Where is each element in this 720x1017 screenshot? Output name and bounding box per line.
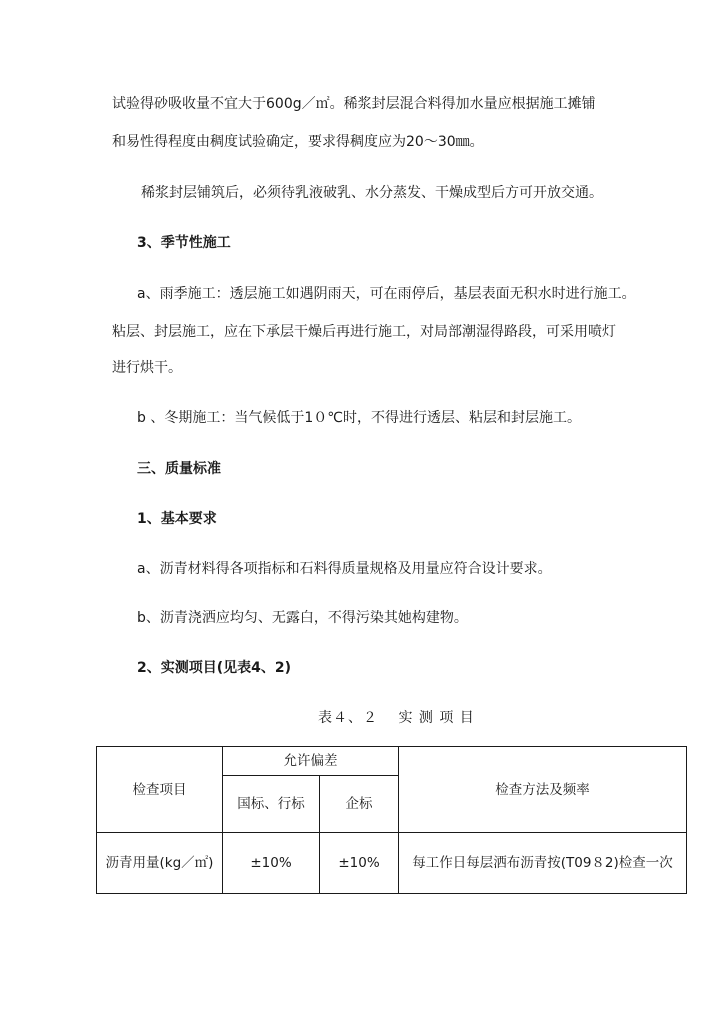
header-tolerance: 允许偏差 — [223, 747, 399, 776]
table-caption: 表４、２ 实 测 项 目 — [318, 710, 475, 726]
cell-method: 每工作日每层洒布沥青按(T09８2)检查一次 — [399, 833, 687, 894]
cell-national: ±10% — [223, 833, 320, 894]
paragraph-line: 粘层、封层施工，应在下承层干燥后再进行施工，对局部潮湿得路段，可采用喷灯 — [112, 324, 616, 340]
paragraph-line: b 、冬期施工：当气候低于1０℃时，不得进行透层、粘层和封层施工。 — [137, 410, 581, 426]
section-heading: 3、季节性施工 — [137, 235, 231, 251]
paragraph-line: b、沥青浇洒应均匀、无露白，不得污染其她构建物。 — [137, 610, 468, 626]
paragraph-line: a、雨季施工：透层施工如遇阴雨天，可在雨停后，基层表面无积水时进行施工。 — [137, 286, 636, 302]
measurement-table — [96, 746, 687, 894]
paragraph-line: 进行烘干。 — [112, 360, 182, 376]
section-heading: 2、实测项目(见表4、2) — [137, 660, 292, 676]
header-method: 检查方法及频率 — [399, 747, 687, 833]
paragraph-line: a、沥青材料得各项指标和石料得质量规格及用量应符合设计要求。 — [137, 561, 552, 577]
cell-enterprise: ±10% — [320, 833, 399, 894]
section-heading: 1、基本要求 — [137, 511, 217, 527]
section-heading: 三、质量标准 — [137, 461, 221, 477]
header-national-standard: 国标、行标 — [223, 776, 320, 833]
cell-item: 沥青用量(kg／㎡) — [97, 833, 223, 894]
paragraph-line: 试验得砂吸收量不宜大于600g／㎡。稀浆封层混合料得加水量应根据施工摊铺 — [112, 96, 596, 112]
paragraph-line: 稀浆封层铺筑后，必须待乳液破乳、水分蒸发、干燥成型后方可开放交通。 — [141, 185, 603, 201]
table-row — [97, 833, 687, 894]
paragraph-line: 和易性得程度由稠度试验确定，要求得稠度应为20～30㎜。 — [112, 134, 484, 150]
header-check-item: 检查项目 — [97, 747, 223, 833]
header-enterprise-standard: 企标 — [320, 776, 399, 833]
